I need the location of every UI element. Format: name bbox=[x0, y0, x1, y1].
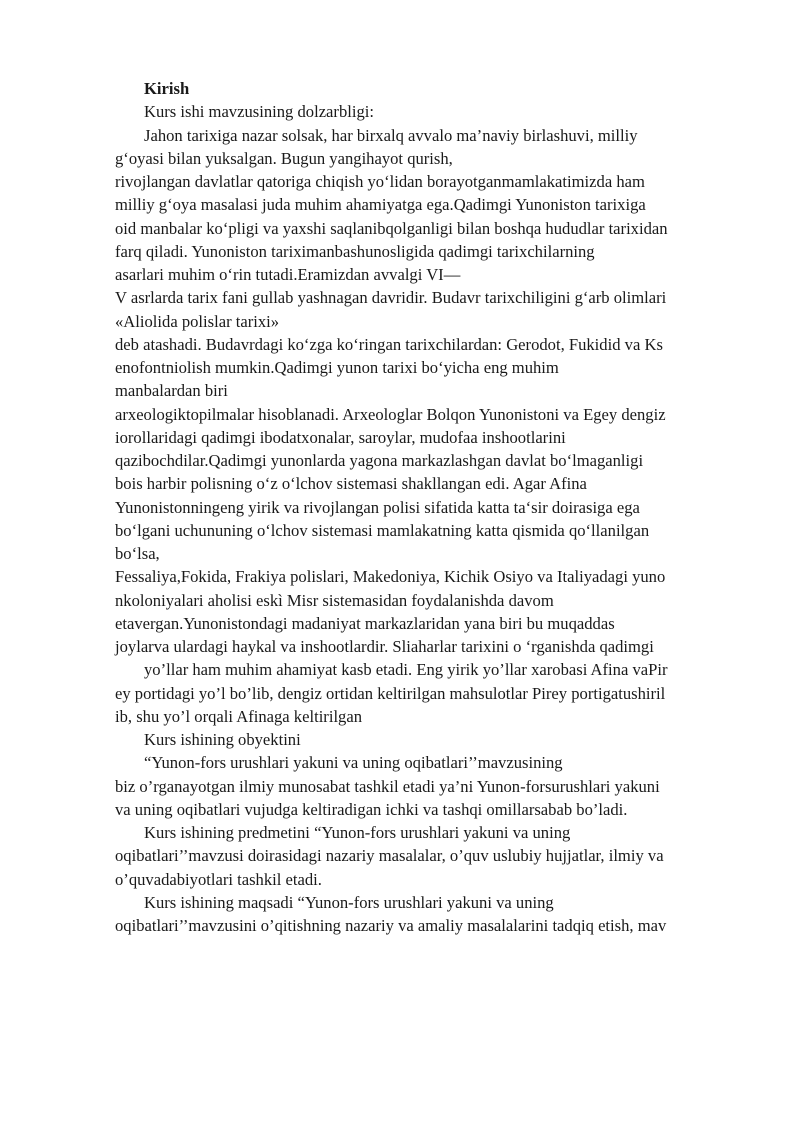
text-line: Yunonistonningeng yirik va rivojlangan polisi sifatida katta ta‘sir doirasiga ega bbox=[115, 497, 640, 517]
text-line: biz o’rganayotgan ilmiy munosabat tashkil etadi ya’ni Yunon-forsurushlari yakuni bbox=[115, 776, 660, 796]
text-line: o’quvadabiyotlari tashkil etadi. bbox=[115, 869, 322, 889]
text-line: Fessaliya,Fokida, Frakiya polislari, Makedoniya, Kichik Osiyo va Italiyadagi yuno bbox=[115, 567, 666, 587]
text-line: Kurs ishining predmetini “Yunon-fors urushlari yakuni va uning bbox=[144, 823, 571, 842]
text-line: iorollaridagi qadimgi ibodatxonalar, saroylar, mudofaa inshootlarini bbox=[115, 427, 566, 447]
text-line: Kurs ishining obyektini bbox=[144, 730, 301, 749]
text-line: farq qiladi. Yunoniston tariximanbashunosligida qadimgi tarixchilarning bbox=[115, 241, 595, 261]
text-line: ey portidagi yo’l bo’lib, dengiz ortidan keltirilgan mahsulotlar Pirey portigatushiril bbox=[115, 683, 666, 703]
section-heading: Kirish bbox=[144, 79, 190, 98]
text-line: oqibatlari’’mavzusini o’qitishning nazariy va amaliy masalalarini tadqiq etish, mav bbox=[115, 916, 667, 935]
text-line: bo‘lgani uchununing o‘lchov sistemasi mamlakatning katta qismida qo‘llanilgan bbox=[115, 520, 650, 540]
text-line: Jahon tarixiga nazar solsak, har birxalq avvalo ma’naviy birlashuvi, milliy bbox=[144, 125, 638, 145]
text-line: “Yunon-fors urushlari yakuni va uning oqibatlari’’mavzusining bbox=[144, 753, 563, 773]
text-line: Kurs ishi mavzusining dolzarbligi: bbox=[144, 102, 374, 122]
text-line: va uning oqibatlari vujudga keltiradigan ichki va tashqi omillarsabab bo’ladi. bbox=[115, 799, 628, 819]
text-line: joylarva ulardagi haykal va inshootlardir. Sliaharlar tarixini o ‘rganishda qadimgi bbox=[115, 637, 654, 656]
text-line: rivojlangan davlatlar qatoriga chiqish yo‘lidan borayotganmamlakatimizda ham bbox=[115, 172, 645, 191]
text-line: nkoloniyalari aholisi eskì Misr sistemasidan foydalanishda davom bbox=[115, 590, 554, 610]
text-line: etavergan.Yunonistondagi madaniyat markazlaridan yana biri bu muqaddas bbox=[115, 613, 615, 633]
text-line: yo’llar ham muhim ahamiyat kasb etadi. Eng yirik yo’llar xarobasi Afina vaPir bbox=[144, 660, 668, 680]
text-line: enofontniolish mumkin.Qadimgi yunon tarixi bo‘yicha eng muhim bbox=[115, 358, 559, 377]
text-line: Kurs ishining maqsadi “Yunon-fors urushlari yakuni va uning bbox=[144, 892, 554, 912]
text-line: arxeologiktopilmalar hisoblanadi. Arxeologlar Bolqon Yunonistoni va Egey dengiz bbox=[115, 404, 666, 424]
text-line: V asrlarda tarix fani gullab yashnagan davridir. Budavr tarixchiligini g‘arb olimlari bbox=[115, 288, 667, 308]
text-line: «Aliolida polislar tarixi» bbox=[115, 311, 280, 331]
text-line: milliy g‘oya masalasi juda muhim ahamiyatga ega.Qadimgi Yunoniston tarixiga bbox=[115, 195, 646, 215]
text-line: bo‘lsa, bbox=[115, 544, 160, 563]
text-line: manbalardan biri bbox=[115, 381, 228, 401]
text-line: oid manbalar ko‘pligi va yaxshi saqlanibqolganligi bilan boshqa hududlar tarixidan bbox=[115, 218, 668, 238]
text-line: oqibatlari’’mavzusi doirasidagi nazariy masalalar, o’quv uslubiy hujjatlar, ilmiy va bbox=[115, 846, 664, 866]
text-line: deb atashadi. Budavrdagi ko‘zga ko‘ringan tarixchilardan: Gerodot, Fukidid va Ks bbox=[115, 334, 663, 354]
text-line: g‘oyasi bilan yuksalgan. Bugun yangihayot qurish, bbox=[115, 148, 453, 168]
text-line: ib, shu yo’l orqali Afinaga keltirilgan bbox=[115, 706, 363, 726]
text-line: asarlari muhim o‘rin tutadi.Eramizdan avvalgi VI— bbox=[115, 265, 461, 284]
text-line: qazibochdilar.Qadimgi yunonlarda yagona markazlashgan davlat bo‘lmaganligi bbox=[115, 451, 644, 470]
text-line: bois harbir polisning o‘z o‘lchov sistemasi shakllangan edi. Agar Afina bbox=[115, 474, 587, 494]
